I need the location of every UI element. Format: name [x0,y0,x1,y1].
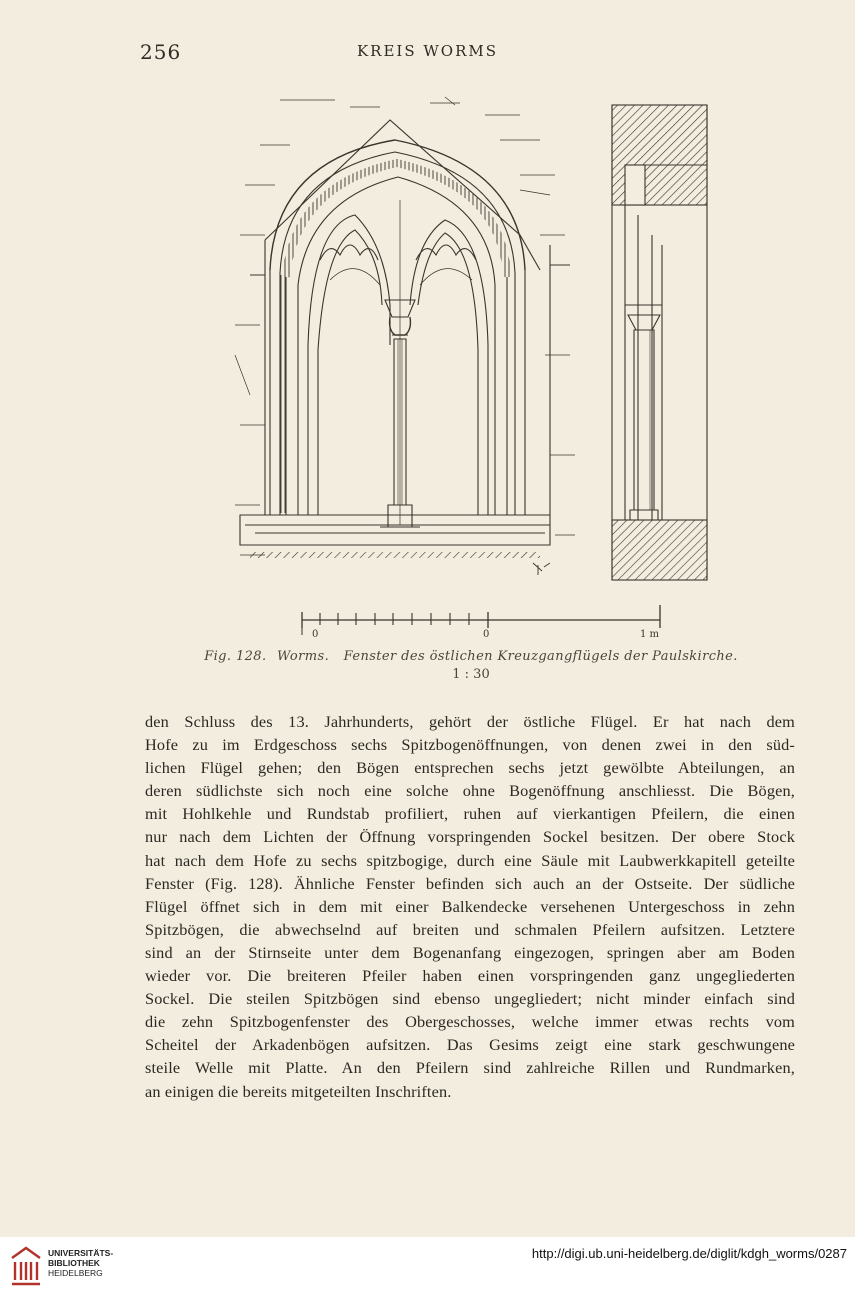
scale-label-half: 0 [483,629,490,640]
text-line: Sockel. Die steilen Spitzbögen sind ebenso ungegliedert; nicht minder einfach sind [145,989,795,1009]
figure-place: Worms. [277,649,330,664]
text-line: Hofe zu im Erdgeschoss sechs Spitzbogenöffnungen, von denen zwei in den süd- [145,735,795,755]
text-line: die zehn Spitzbogenfenster des Obergeschosses, welche immer etwas rechts vom [145,1012,795,1032]
text-line: nur nach dem Lichten der Öffnung vorspringenden Sockel besitzen. Der obere Stock [145,827,795,847]
scale-bar [302,605,660,635]
scale-label-zero: 0 [312,629,319,640]
text-line: Flügel öffnet sich in dem mit einer Balkendecke versehenen Untergeschoss in zehn [145,896,795,916]
window-drawing [220,95,720,655]
figure-title: Fenster des östlichen Kreuzgangflügels der Paulskirche. [343,649,738,664]
window-elevation-figure [220,95,720,655]
section-view [612,105,707,580]
text-line: hat nach dem Hofe zu sechs spitzbogige, durch eine Säule mit Laubwerkkapitell geteilte [145,850,795,870]
text-line: Fenster (Fig. 128). Ähnliche Fenster befinden sich auch an der Ostseite. Der südliche [145,873,795,893]
library-name-line2: BIBLIOTHEK [48,1258,100,1268]
figure-scale-ratio: 1 : 30 [452,667,490,682]
text-line: mit Hohlkehle und Rundstab profiliert, ruhen auf vierkantigen Pfeilern, die einen [145,804,795,824]
text-line: wieder vor. Die breiteren Pfeiler haben einen vorspringenden ganz ungegliederten [145,966,795,986]
text-line: Spitzbögen, die abwechselnd auf breiten und schmalen Pfeilern aufsitzen. Letztere [145,919,795,939]
university-library-logo-icon[interactable] [10,1246,42,1286]
figure-number: Fig. 128. [204,649,267,664]
page-number: 256 [140,40,182,64]
library-city: HEIDELBERG [48,1268,103,1278]
library-name-line1: UNIVERSITÄTS- [48,1248,114,1258]
text-line: deren südlichste sich noch eine solche ohne Bogenöffnung anschliesst. Die Bögen, [145,781,795,801]
footer-bar [0,1237,855,1298]
scale-label-one: 1 m [640,629,660,640]
text-line: Scheitel der Arkadenbögen aufsitzen. Das Gesims zeigt eine stark geschwungene [145,1035,795,1055]
permalink-url[interactable]: http://digi.ub.uni-heidelberg.de/diglit/kdgh_worms/0287 [531,1246,847,1261]
body-paragraph [145,710,795,1103]
library-name[interactable] [48,1248,113,1278]
figure-caption [0,649,855,664]
right-lancet [410,220,488,515]
running-head: KREIS WORMS [356,42,499,60]
text-line: lichen Flügel gehen; den Bögen entsprechen sechs jetzt gewölbte Abteilungen, an [145,758,795,778]
text-line: den Schluss des 13. Jahrhunderts, gehört der östliche Flügel. Er hat nach dem [145,712,795,731]
text-line: steile Welle mit Platte. An den Pfeilern sind zahlreiche Rillen und Rundmarken, [145,1058,795,1078]
text-line: an einigen die bereits mitgeteilten Inschriften. [145,1081,452,1101]
text-line: sind an der Stirnseite unter dem Bogenanfang eingezogen, springen aber am Boden [145,942,795,962]
